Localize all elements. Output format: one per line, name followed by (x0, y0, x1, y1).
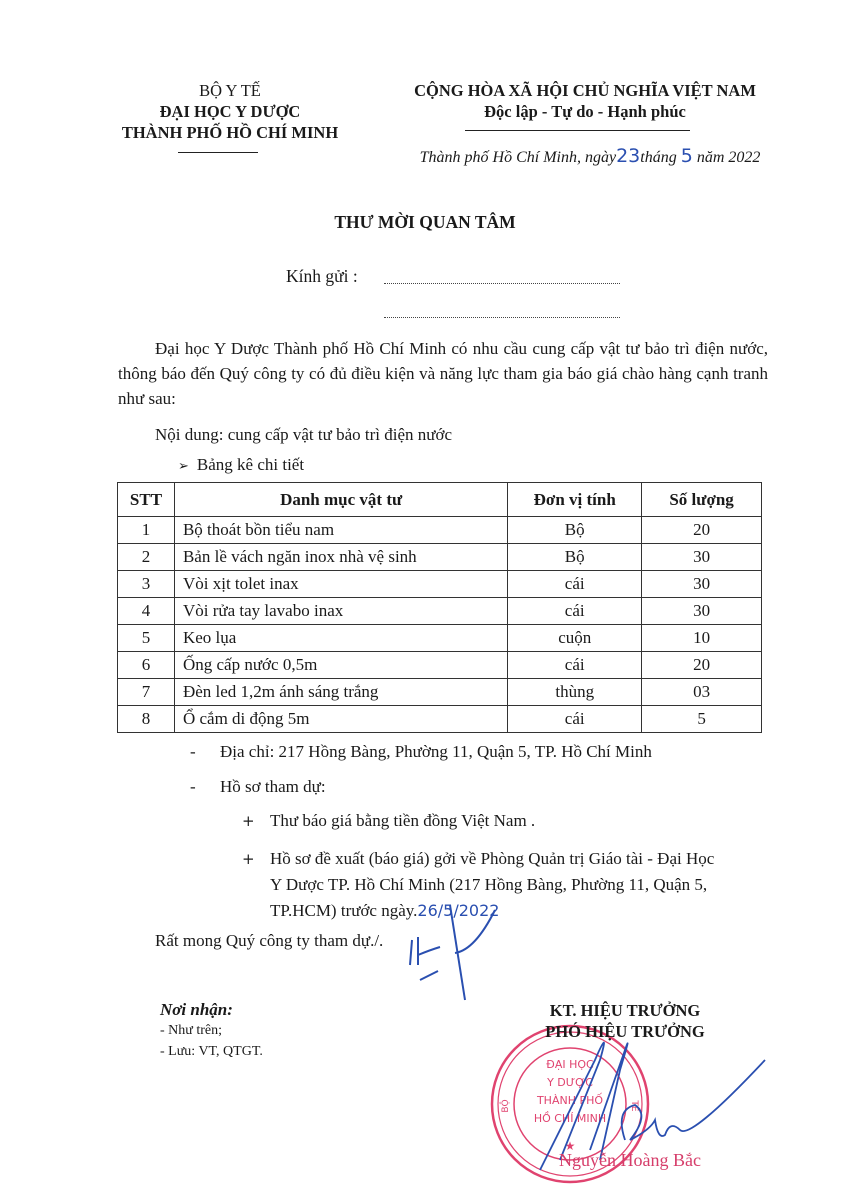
cell-item: Vòi rửa tay lavabo inax (174, 598, 507, 625)
cell-unit: thùng (508, 679, 642, 706)
plus-bullet-icon: + (242, 850, 255, 868)
motto-underline (465, 130, 690, 131)
dash-bullet-icon: - (190, 742, 196, 761)
date-line (380, 145, 800, 167)
table-row (118, 517, 762, 544)
recipient-blank-line-2[interactable] (384, 317, 620, 318)
dossier-item-2-line1: Hồ sơ đề xuất (báo giá) gởi về Phòng Quản trị Giáo tài - Đại Học (270, 849, 715, 868)
org-name-line1: ĐẠI HỌC Y DƯỢC (159, 102, 301, 121)
date-prefix: Thành phố Hồ Chí Minh, ngày (419, 149, 617, 166)
cell-unit: cái (508, 598, 642, 625)
table-row (118, 544, 762, 571)
issuer-block (100, 80, 360, 143)
org-name-line2: THÀNH PHỐ HỒ CHÍ MINH (121, 123, 339, 142)
header-stt: STT (118, 483, 175, 517)
ministry-name: BỘ Y TẾ (199, 81, 261, 100)
nation-block (375, 80, 795, 122)
nation-name: CỘNG HÒA XÃ HỘI CHỦ NGHĨA VIỆT NAM (414, 81, 756, 100)
cell-qty: 10 (642, 625, 762, 652)
content-line: Nội dung: cung cấp vật tư bảo trì điện nước (155, 425, 452, 444)
cell-item: Ổ cắm di động 5m (174, 706, 507, 733)
deadline-dots: . (413, 901, 418, 920)
cell-stt: 4 (118, 598, 175, 625)
cell-stt: 3 (118, 571, 175, 598)
recipient-line-2: - Lưu: VT, QTGT. (160, 1044, 263, 1059)
cell-item: Đèn led 1,2m ánh sáng trắng (174, 679, 507, 706)
cell-qty: 30 (642, 544, 762, 571)
materials-table (117, 482, 762, 733)
cell-unit: cái (508, 571, 642, 598)
cell-unit: Bộ (508, 517, 642, 544)
cell-stt: 2 (118, 544, 175, 571)
date-year: năm 2022 (696, 149, 761, 166)
stamp-star-icon: ★ (564, 1139, 576, 1153)
cell-qty: 5 (642, 706, 762, 733)
recipient-blank-line-1[interactable] (384, 283, 620, 284)
address-item (190, 742, 652, 762)
table-row (118, 625, 762, 652)
intro-paragraph (118, 336, 768, 411)
list-heading-text: Bảng kê chi tiết (196, 455, 305, 474)
cell-stt: 5 (118, 625, 175, 652)
signer-name: Nguyễn Hoàng Bắc (559, 1150, 701, 1170)
list-heading (178, 455, 304, 475)
dossier-item-1-text: Thư báo giá bằng tiền đồng Việt Nam . (270, 811, 536, 830)
stamp-text-line1: ĐẠI HỌC (546, 1058, 594, 1071)
address-text: Địa chỉ: 217 Hồng Bàng, Phường 11, Quận 5, TP. Hồ Chí Minh (220, 742, 652, 761)
dash-bullet-icon: - (190, 777, 196, 796)
dossier-item-1 (242, 811, 535, 831)
plus-bullet-icon: + (242, 812, 255, 830)
stamp-side-right: TẾ (629, 1100, 639, 1112)
cell-stt: 6 (118, 652, 175, 679)
signature-title-line1: KT. HIỆU TRƯỞNG (549, 1001, 701, 1020)
stamp-side-left: BỘ (501, 1099, 511, 1113)
table-row (118, 679, 762, 706)
recipient-label: Kính gửi : (286, 266, 358, 286)
cell-stt: 7 (118, 679, 175, 706)
header-item: Danh mục vật tư (174, 483, 507, 517)
cell-item: Bản lề vách ngăn inox nhà vệ sinh (174, 544, 507, 571)
date-month: 5 (680, 145, 693, 167)
dossier-item-2-line3: TP.HCM) trước ngày (270, 901, 414, 920)
cell-unit: cuộn (508, 625, 642, 652)
table-row (118, 652, 762, 679)
stamp-text-line4: HỒ CHÍ MINH (533, 1112, 607, 1125)
cell-item: Vòi xịt tolet inax (174, 571, 507, 598)
cell-unit: cái (508, 652, 642, 679)
arrow-bullet-icon: ➢ (178, 459, 189, 474)
cell-stt: 8 (118, 706, 175, 733)
document-title: THƯ MỜI QUAN TÂM (334, 212, 516, 232)
cell-unit: Bộ (508, 544, 642, 571)
header-qty: Số lượng (642, 483, 762, 517)
cell-qty: 30 (642, 598, 762, 625)
cell-unit: cái (508, 706, 642, 733)
initial-signature-icon (400, 895, 520, 1005)
cell-stt: 1 (118, 517, 175, 544)
table-row (118, 571, 762, 598)
recipients-block (160, 1000, 263, 1062)
table-row (118, 598, 762, 625)
table-row (118, 706, 762, 733)
dossier-item-2-line2: Y Dược TP. Hồ Chí Minh (217 Hồng Bàng, Phường 11, Quận 5, (270, 875, 708, 894)
dossier-label-text: Hồ sơ tham dự: (220, 777, 326, 796)
issuer-underline (178, 152, 258, 153)
nation-motto: Độc lập - Tự do - Hạnh phúc (484, 102, 686, 121)
cell-qty: 03 (642, 679, 762, 706)
closing-line: Rất mong Quý công ty tham dự./. (155, 931, 384, 950)
signature-title-line2: PHÓ HIỆU TRƯỞNG (545, 1022, 705, 1041)
table-header-row (118, 483, 762, 517)
date-day: 23 (616, 145, 641, 167)
cell-qty: 20 (642, 652, 762, 679)
intro-text: Đại học Y Dược Thành phố Hồ Chí Minh có nhu cầu cung cấp vật tư bảo trì điện nước, thông báo đến Quý công ty có đủ điều kiện và năng lực tham gia báo giá chào hàng cạnh tranh như sau: (118, 339, 768, 408)
cell-item: Keo lụa (174, 625, 507, 652)
recipients-label: Nơi nhận: (160, 1000, 233, 1019)
cell-item: Bộ thoát bồn tiểu nam (174, 517, 507, 544)
date-month-label: tháng (640, 149, 677, 166)
deadline-handwritten: 26/5/2022 (417, 901, 500, 920)
stamp-text-line3: THÀNH PHỐ (536, 1094, 604, 1107)
stamp-text-line2: Y DƯỢC (547, 1076, 593, 1089)
cell-item: Ống cấp nước 0,5m (174, 652, 507, 679)
cell-qty: 20 (642, 517, 762, 544)
dossier-heading (190, 777, 326, 797)
header-unit: Đơn vị tính (508, 483, 642, 517)
recipient-line-1: - Như trên; (160, 1023, 223, 1038)
cell-qty: 30 (642, 571, 762, 598)
